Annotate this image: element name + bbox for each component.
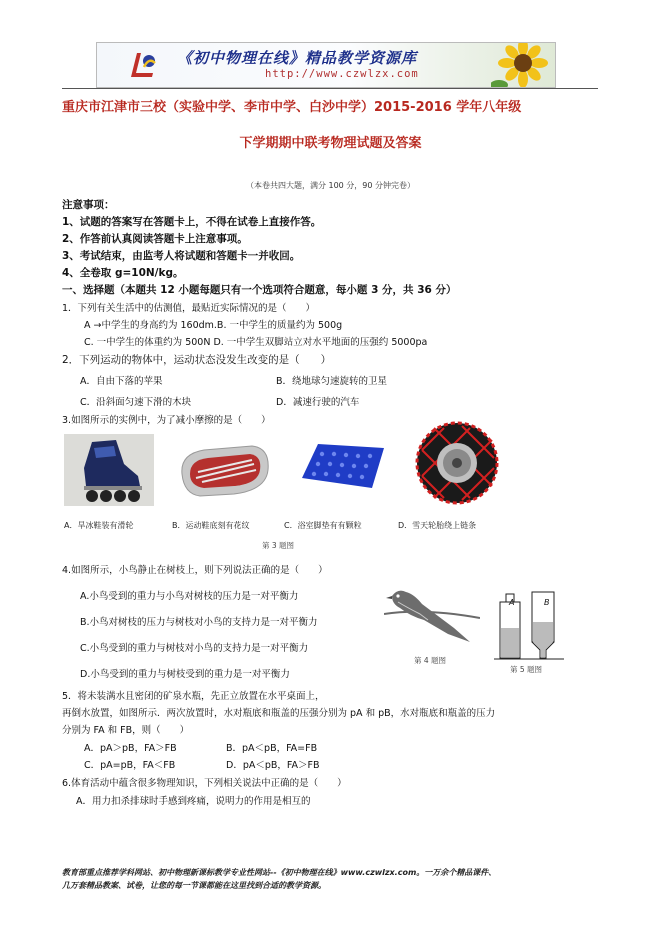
header-banner	[96, 42, 556, 88]
q3-caption-b: B．运动鞋底刻有花纹	[172, 521, 250, 530]
q4-option-d: D.小鸟受到的重力与树枝受到的重力是一对平衡力	[80, 669, 290, 680]
notice-item-4: 4、全卷取 g=10N/kg。	[62, 267, 184, 279]
footer-line-1: 教育部重点推荐学科网站、初中物理新课标教学专业性网站--《初中物理在线》www.czwlzx.com。一万余个精品课件、	[62, 868, 497, 877]
q4-stem: 4.如图所示，小鸟静止在树枝上，则下列说法正确的是（ ）	[62, 565, 328, 576]
q3-bath-mat-image	[296, 434, 388, 506]
section1-heading: 一、选择题（本题共 12 小题每题只有一个选项符合题意，每小题 3 分，共 36 分）	[62, 284, 457, 296]
page-footer	[62, 866, 602, 892]
q5-stem-line2: 再倒水放置，如图所示．两次放置时，水对瓶底和瓶盖的压强分别为 pA 和 pB，水对瓶底和瓶盖的压力	[62, 708, 496, 719]
q5-stem-line1: 5．将未装满水且密闭的矿泉水瓶，先正立放置在水平桌面上，	[62, 691, 325, 702]
q3-figure-label: 第 3 题图	[262, 541, 295, 550]
notice-item-2: 2、作答前认真阅读答题卡上注意事项。	[62, 233, 248, 245]
notice-heading: 注意事项：	[62, 199, 115, 211]
page-title-line2: 下学期期中联考物理试题及答案	[239, 136, 422, 151]
q2-option-b: B．绕地球匀速旋转的卫星	[276, 376, 388, 387]
q2-option-a: A．自由下落的苹果	[80, 376, 163, 387]
q3-stem: 3.如图所示的实例中，为了减小摩擦的是（ ）	[62, 415, 271, 426]
q1-options-cd: C. 一中学生的体重约为 500N D. 一中学生双脚站立对水平地面的压强约 5000pa	[84, 337, 428, 348]
banner-url[interactable]: http://www.czwlzx.com	[265, 68, 419, 80]
q2-stem: 2．下列运动的物体中，运动状态没发生改变的是（ ）	[62, 354, 332, 366]
footer-line-2: 几万套精品教案、试卷，让您的每一节课都能在这里找到合适的教学资源。	[62, 881, 326, 890]
q4-option-a: A.小鸟受到的重力与小鸟对树枝的压力是一对平衡力	[80, 591, 299, 602]
q5-stem-line3: 分别为 FA 和 FB，则（ ）	[62, 725, 190, 736]
q4-option-b: B.小鸟对树枝的压力与树枝对小鸟的支持力是一对平衡力	[80, 617, 318, 628]
q5-option-d: D．pA＜pB，FA＞FB	[226, 760, 320, 771]
q5-bottles-image	[494, 588, 564, 660]
q3-caption-a: A．旱冰鞋装有滑轮	[64, 521, 134, 530]
q3-caption-c: C．浴室脚垫有有颗粒	[284, 521, 362, 530]
page-title-line1: 重庆市江津市三校（实验中学、李市中学、白沙中学）2015-2016 学年八年级	[62, 100, 522, 115]
q3-chained-tire-image	[414, 420, 500, 506]
q6-option-a: A．用力扣杀排球时手感到疼痛，说明力的作用是相互的	[76, 796, 311, 807]
q5-bottle-b-label: B	[544, 598, 550, 607]
q5-option-a: A．pA＞pB，FA＞FB	[84, 743, 177, 754]
q5-option-c: C．pA=pB，FA＜FB	[84, 760, 176, 771]
q4-option-c: C.小鸟受到的重力与树枝对小鸟的支持力是一对平衡力	[80, 643, 309, 654]
q2-option-d: D．减速行驶的汽车	[276, 397, 360, 408]
q2-option-c: C．沿斜面匀速下滑的木块	[80, 397, 192, 408]
q1-stem: 1．下列有关生活中的估测值，最贴近实际情况的是（ ）	[62, 303, 316, 314]
banner-title: 《初中物理在线》精品教学资源库	[177, 49, 418, 67]
q4-figure-label: 第 4 题图	[414, 656, 447, 665]
header-rule	[62, 88, 598, 89]
sunflower-icon	[491, 42, 551, 88]
q3-rollerskate-image	[64, 434, 154, 506]
site-logo-icon	[127, 49, 157, 81]
q6-stem: 6.体育活动中蕴含很多物理知识，下列相关说法中正确的是（ ）	[62, 778, 347, 789]
q5-bottle-a-label: A	[509, 598, 515, 607]
q3-caption-d: D．雪天轮胎绕上链条	[398, 521, 477, 530]
q5-option-b: B．pA＜pB，FA=FB	[226, 743, 318, 754]
q4-bird-on-branch-image	[384, 584, 480, 650]
notice-item-3: 3、考试结束，由监考人将试题和答题卡一并收回。	[62, 250, 301, 262]
notice-item-1: 1、试题的答案写在答题卡上，不得在试卷上直接作答。	[62, 216, 322, 228]
exam-note: （本卷共四大题，满分 100 分，90 分钟完卷）	[245, 181, 416, 190]
q1-options-ab: A →中学生的身高约为 160dm.B. 一中学生的质量约为 500g	[84, 320, 343, 331]
q3-shoe-sole-image	[174, 434, 274, 506]
q5-figure-label: 第 5 题图	[510, 665, 543, 674]
